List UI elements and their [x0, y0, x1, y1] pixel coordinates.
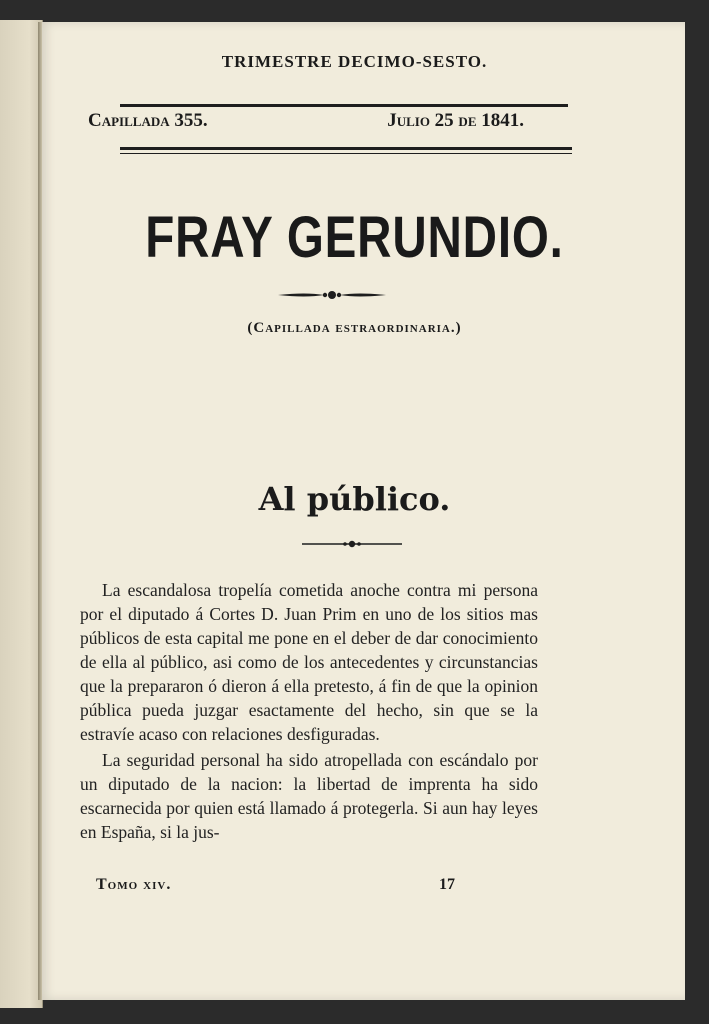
series-heading: TRIMESTRE DECIMO-SESTO.: [221, 52, 488, 71]
divider-ornament: [300, 538, 404, 550]
issue-date: Julio 25 de 1841.: [387, 110, 524, 131]
header-rule-top: [120, 104, 568, 107]
paragraph: La escandalosa tropelía cometida anoche contra mi persona por el diputado á Cortes D. Juan Prim en uno de los sitios mas públicos de esta capital me pone en el deber de dar conocimiento de ella al público, asi como de los antecedentes y circunstancias que la prepararon ó dieron á ella pretesto, á fin de que la opinion pública pueda juzgar esactamente del hecho, sin que se la estravíe acaso con relaciones desfiguradas.: [80, 580, 538, 744]
masthead-title: FRAY GERUNDIO.: [145, 205, 564, 270]
header-rule-bottom-thin: [120, 153, 572, 154]
article-body: [80, 578, 538, 844]
masthead-subtitle: (Capillada estraordinaria.): [247, 320, 462, 336]
issue-number: Capillada 355.: [88, 110, 208, 131]
flourish-ornament: [276, 288, 388, 302]
volume-label: Tomo xiv.: [96, 876, 172, 893]
paragraph: La seguridad personal ha sido atropellada con escándalo por un diputado de la nacion: la libertad de imprenta ha sido escarnecida por quien está llamado á protegerla. Si aun hay leyes en España, si la jus-: [80, 750, 538, 842]
section-heading: Al público.: [258, 480, 451, 518]
header-rule-bottom-thick: [120, 147, 572, 150]
page-number: 17: [439, 876, 455, 893]
